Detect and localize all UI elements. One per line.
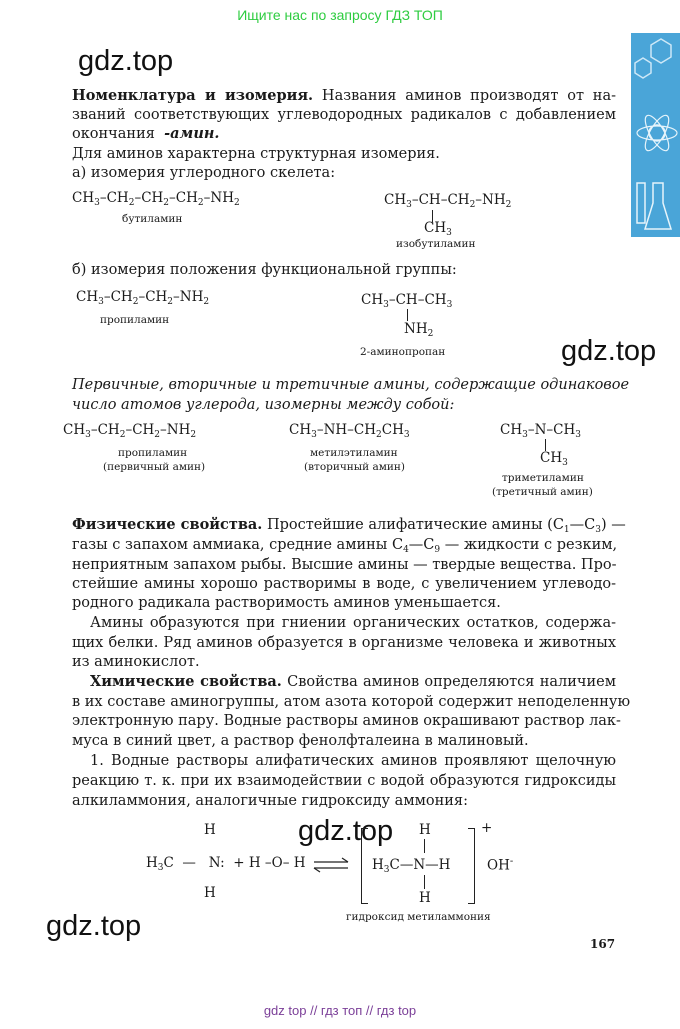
watermark: gdz.top xyxy=(78,45,174,77)
chemical-line-3: электронную пару. Водные растворы аминов окрашивают раствор лак- xyxy=(72,713,621,729)
formula-methylethylamine: $CH_3-NH-CH_2CH_3$ xyxy=(289,422,410,440)
formula-trimethylamine-branch: $CH_3$ xyxy=(540,450,568,468)
formula-butylamine: $CH_3-CH_2-CH_2-CH_2-NH_2$ xyxy=(72,190,240,208)
caption-propylamine-2: пропиламин xyxy=(118,447,188,459)
bracket-left xyxy=(361,828,368,904)
caption-aminopropane: 2-аминопропан xyxy=(360,346,446,358)
chemical-line-4: муса в синий цвет, а раствор фенолфталеина в малиновый. xyxy=(72,733,529,749)
charge-plus: + xyxy=(481,820,493,836)
nomenclature-line-1: Номенклатура и изомерия. Названия аминов производят от на- xyxy=(72,87,616,104)
bracket-right xyxy=(468,828,475,904)
nomenclature-line-5: а) изомерия углеродного скелета: xyxy=(72,165,336,181)
reaction-h-top: H xyxy=(204,822,216,838)
footer-links[interactable]: gdz top // гдз топ // гдз top xyxy=(263,1003,417,1018)
caption-butylamine: бутиламин xyxy=(122,213,183,225)
nomenclature-line-4: Для аминов характерна структурная изомерия. xyxy=(72,146,440,162)
physical-line-5: родного радикала растворимость аминов уменьшается. xyxy=(72,595,501,611)
formula-aminopropane-branch: $NH_2$ xyxy=(404,321,434,339)
caption-primary: (первичный амин) xyxy=(103,461,206,473)
hydroxide-ion: OH- xyxy=(487,856,514,874)
physical-line-8: из аминокислот. xyxy=(72,654,200,670)
reaction-h-bottom: H xyxy=(204,885,216,901)
chemistry-icon xyxy=(631,33,680,237)
chemical-line-1: Химические свойства. Свойства аминов определяются наличием xyxy=(90,673,616,690)
formula-isobutylamine: $CH_3-CH-CH_2-NH_2$ xyxy=(384,192,512,210)
physical-line-7: щих белки. Ряд аминов образуется в организме человека и животных xyxy=(72,635,616,651)
chemical-line-7: алкиламмония, аналогичные гидроксиду аммония: xyxy=(72,793,468,809)
bond-line xyxy=(407,309,408,321)
science-decoration-image xyxy=(631,33,680,237)
chemical-line-5: 1. Водные растворы алифатических аминов проявляют щелочную xyxy=(90,753,616,769)
chemical-line-6: реакцию т. к. при их взаимодействии с водой образуются гидроксиды xyxy=(72,773,616,789)
nomenclature-line-2: званий соответствующих углеводородных радикалов с добавлением xyxy=(72,107,616,123)
chemical-line-2: в их составе аминогруппы, атом азота которой содержит неподеленную xyxy=(72,694,631,710)
page-number: 167 xyxy=(590,937,616,951)
product-h-top: H xyxy=(419,822,431,838)
formula-trimethylamine: $CH_3-N-CH_3$ xyxy=(500,422,581,440)
caption-methylethylamine: метилэтиламин xyxy=(310,447,398,459)
formula-isobutylamine-branch: $CH_3$ xyxy=(424,220,452,238)
physical-line-6: Амины образуются при гниении органических остатков, содержа- xyxy=(90,615,616,631)
product-h-bottom: H xyxy=(419,890,431,906)
nomenclature-line-6: б) изомерия положения функциональной группы: xyxy=(72,262,457,278)
bond-line xyxy=(424,875,425,889)
search-banner[interactable]: Ищите нас по запросу ГДЗ ТОП xyxy=(237,7,443,23)
physical-line-3: неприятным запахом рыбы. Высшие амины — твердые вещества. Про- xyxy=(72,557,617,573)
caption-trimethylamine: триметиламин xyxy=(502,472,584,484)
caption-methylammonium-hydroxide: гидроксид метиламмония xyxy=(346,911,491,923)
caption-tertiary: (третичный амин) xyxy=(492,486,593,498)
watermark: gdz.top xyxy=(298,815,394,847)
watermark: gdz.top xyxy=(46,910,142,942)
isomers-line-2: число атомов углерода, изомерны между собой: xyxy=(72,397,455,413)
caption-secondary: (вторичный амин) xyxy=(304,461,406,473)
nomenclature-line-3: окончания -амин. xyxy=(72,125,220,142)
formula-aminopropane: $CH_3-CH-CH_3$ xyxy=(361,292,453,310)
formula-propylamine-primary: $CH_3-CH_2-CH_2-NH_2$ xyxy=(63,422,197,440)
product-center: $H_3C—N—H$ xyxy=(372,857,451,875)
bond-line xyxy=(424,839,425,853)
caption-propylamine: пропиламин xyxy=(100,314,170,326)
reaction-left: $H_3C$ — N: + H –O– H xyxy=(146,855,306,873)
physical-line-2: газы с запахом аммиака, средние амины $C_4—C_9$ — жидкости с резким, xyxy=(72,537,618,555)
formula-propylamine: $CH_3-CH_2-CH_2-NH_2$ xyxy=(76,289,210,307)
watermark: gdz.top xyxy=(561,335,657,367)
physical-line-4: стейшие амины хорошо растворимы в воде, с увеличением углеводо- xyxy=(72,576,616,592)
isomers-line-1: Первичные, вторичные и третичные амины, содержащие одинаковое xyxy=(72,377,630,393)
caption-isobutylamine: изобутиламин xyxy=(396,238,476,250)
equilibrium-arrow-icon xyxy=(312,857,350,873)
physical-line-1: Физические свойства. Простейшие алифатические амины $(C_1—C_3)$ — xyxy=(72,516,626,535)
